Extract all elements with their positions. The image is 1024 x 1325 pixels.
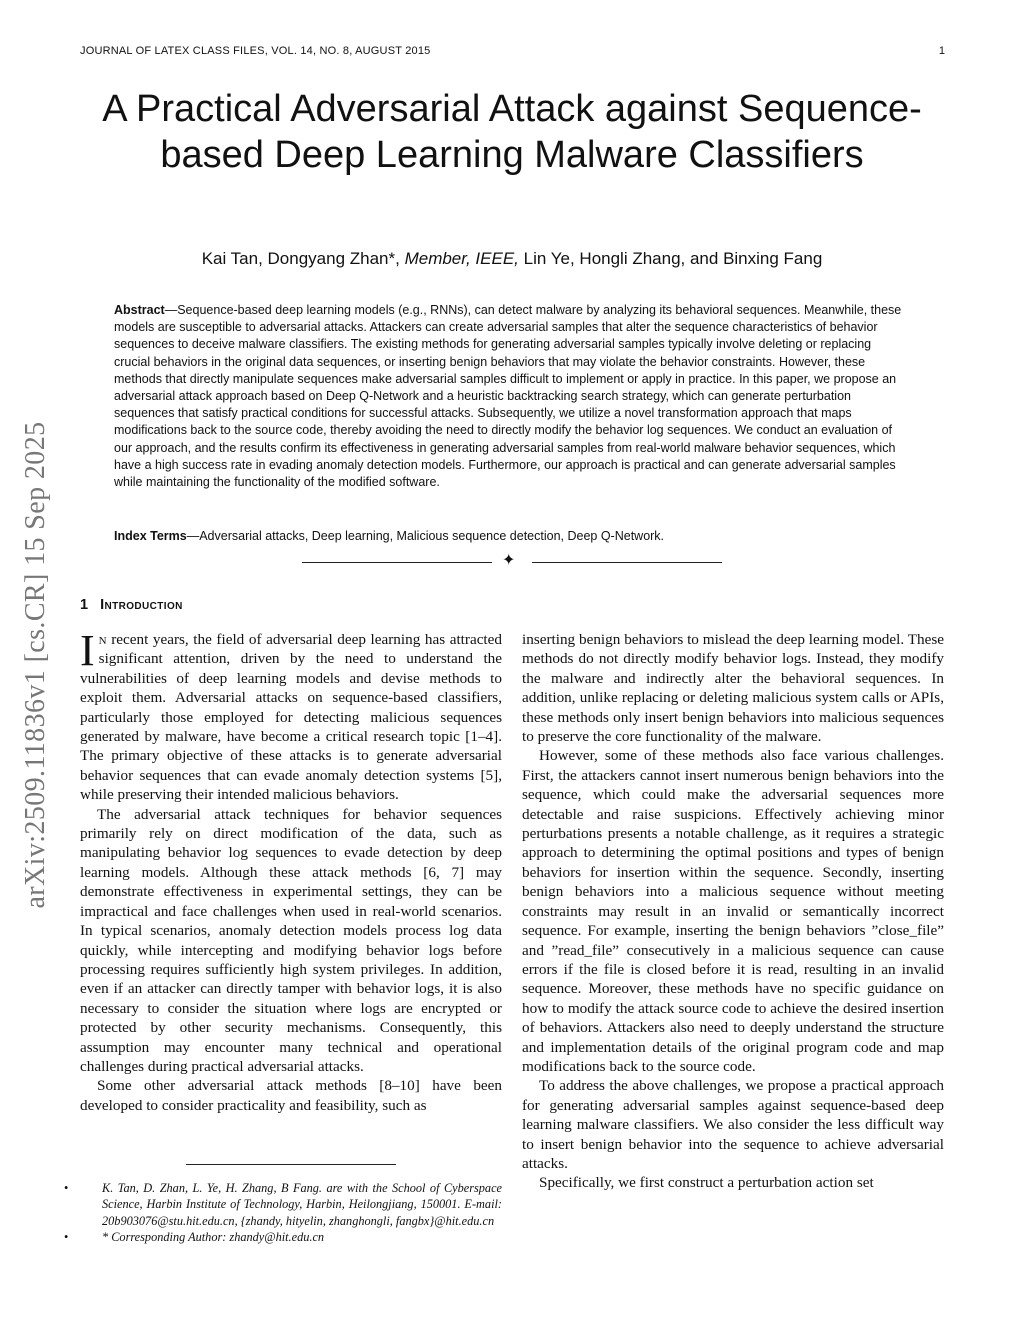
section-heading — [80, 597, 183, 613]
paragraph-3-continued: inserting benign behaviors to mislead the deep learning model. These methods do not directly modify behavior logs. Instead, they modify the malware and indirectly alter the behavioral sequences. In addition, unlike replacing or deleting malicious system calls or APIs, these methods only insert benign behaviors into malicious sequences to preserve the core functionality of the malware. — [522, 631, 944, 746]
separator-line-left — [302, 562, 492, 563]
abstract-text: —Sequence-based deep learning models (e.g., RNNs), can detect malware by analyzing its behavioral sequences. Meanwhile, these models are susceptible to adversarial attacks. Attackers can create adversarial samples that alter the sequence characteristics of behavior sequences to deceive malware classifiers. The existing methods for generating adversarial samples typically involve deleting or replacing crucial behaviors in the original data sequences, or inserting benign behaviors that may violate the behavior constraints. However, these methods that directly manipulate sequences make adversarial samples difficult to implement or apply in practice. In this paper, we propose an adversarial attack approach based on Deep Q-Network and a heuristic backtracking search strategy, which can generate perturbation sequences that satisfy practical conditions for successful attacks. Subsequently, we utilize a novel transformation approach that maps modifications back to the source code, thereby avoiding the need to directly modify the behavior log sequences. We conduct an evaluation of our approach, and the results confirm its effectiveness in generating adversarial samples from real-world malware behavior sequences, which have a high success rate in evading anomaly detection models. Furthermore, our approach is practical and can generate adversarial samples while maintaining the functionality of the modified software. — [114, 303, 902, 490]
separator-line-right — [532, 562, 722, 563]
authors-names-2: Lin Ye, Hongli Zhang, and Binxing Fang — [518, 249, 823, 268]
index-terms-text: —Adversarial attacks, Deep learning, Malicious sequence detection, Deep Q-Network. — [186, 529, 665, 543]
smallcap-lead: n — [98, 631, 107, 648]
drop-cap: I — [80, 626, 95, 675]
footnote-corresponding-author — [64, 1229, 502, 1245]
authors-membership: Member, IEEE, — [404, 249, 519, 268]
arxiv-identifier[interactable]: arXiv:2509.11836v1 [cs.CR] 15 Sep 2025 — [20, 421, 51, 909]
footnotes — [64, 1180, 502, 1246]
index-terms-label: Index Terms — [114, 529, 187, 543]
separator-diamond-icon: ✦ — [502, 552, 516, 569]
abstract-label: Abstract — [114, 303, 165, 317]
authors-names-1: Kai Tan, Dongyang Zhan*, — [201, 249, 405, 268]
paragraph-1-text: recent years, the field of adversarial deep learning has attracted significant attention, driven by the need to understand the vulnerabilities of deep learning models and devise methods to exploit them. Adversarial attacks on sequence-based classifiers, particularly those employed for detecting malicious sequences generated by malware, have become a critical research topic [1–4]. The primary objective of these attacks is to generate adversarial behavior sequences that can evade anomaly detection systems [5], while preserving their intended malicious behaviors. — [80, 631, 502, 804]
paragraph-2: The adversarial attack techniques for behavior sequences primarily rely on direct modification of the data, such as manipulating behavior log sequences to evade detection by deep learning models. Although these attack methods [6, 7] may demonstrate effectiveness in experimental settings, they can be impractical and face challenges when used in real-world scenarios. In typical scenarios, anomaly detection models process log data quickly, while intercepting and modifying behavior logs before processing requires sufficiently high system privileges. In addition, even if an attacker can directly tamper with behavior logs, it is also necessary to consider the situation where logs are encrypted or protected by other security mechanisms. Consequently, this assumption may encounter many technical and operational challenges during practical adversarial attacks. — [80, 805, 502, 1075]
author-list — [80, 249, 944, 269]
footnote-affiliation — [64, 1180, 502, 1229]
paragraph-1 — [80, 626, 502, 805]
paragraph-5: To address the above challenges, we propose a practical approach for generating adversarial samples against sequence-based deep learning malware classifiers. We also consider the less difficult way to insert benign behavior into the sequence to achieve adversarial attacks. — [522, 1077, 944, 1172]
section-number: 1 — [80, 597, 89, 613]
paragraph-6: Specifically, we first construct a perturbation action set — [539, 1174, 874, 1192]
index-terms — [114, 528, 910, 545]
bullet-icon: • — [64, 1230, 69, 1245]
body-column-right — [522, 630, 944, 1193]
running-head: JOURNAL OF LATEX CLASS FILES, VOL. 14, NO. 8, AUGUST 2015 — [80, 45, 431, 57]
footnote-corresponding-text: * Corresponding Author: zhandy@hit.edu.cn — [102, 1230, 325, 1245]
paragraph-4: However, some of these methods also face various challenges. First, the attackers cannot insert numerous benign behaviors into the sequence, which could make the adversarial sequences more detectable and raise suspicions. Effectively achieving minor perturbations presents a notable challenge, as it requires a strategic approach to determining the optimal positions and types of benign behaviors for insertion within the sequence. Secondly, inserting benign behaviors into a malicious sequence without meeting constraints may result in an invalid or semantically incorrect sequence. For example, inserting the benign behaviors ”close_file” and ”read_file” consecutively in a malicious sequence can cause errors if the file is closed before it is read, resulting in an invalid sequence. Moreover, these methods have no specific guidance on how to modify the attack source code to achieve the desired insertion of behaviors. Attackers also need to deeply understand the structure and implementation details of the original program code and map modifications back to the source code. — [522, 747, 944, 1075]
footnote-rule — [186, 1164, 396, 1165]
section-title: Introduction — [100, 597, 183, 613]
footnote-affiliation-text: K. Tan, D. Zhan, L. Ye, H. Zhang, B Fang. are with the School of Cyberspace Science, Harbin Institute of Technology, Harbin, Heilongjiang, 150001. E-mail: 20b903076@stu.hit.edu.cn, {zhandy, hityelin, zhanghongli, fangbx}@hit.edu.cn — [102, 1181, 502, 1228]
page-number: 1 — [938, 45, 945, 57]
paragraph-3-start: Some other adversarial attack methods [8–10] have been developed to consider practicality and feasibility, such as — [80, 1077, 502, 1114]
abstract — [114, 302, 910, 491]
paper-title: A Practical Adversarial Attack against Sequence-based Deep Learning Malware Classifiers — [102, 88, 922, 176]
bullet-icon: • — [64, 1181, 69, 1195]
body-column-left — [80, 626, 502, 1115]
